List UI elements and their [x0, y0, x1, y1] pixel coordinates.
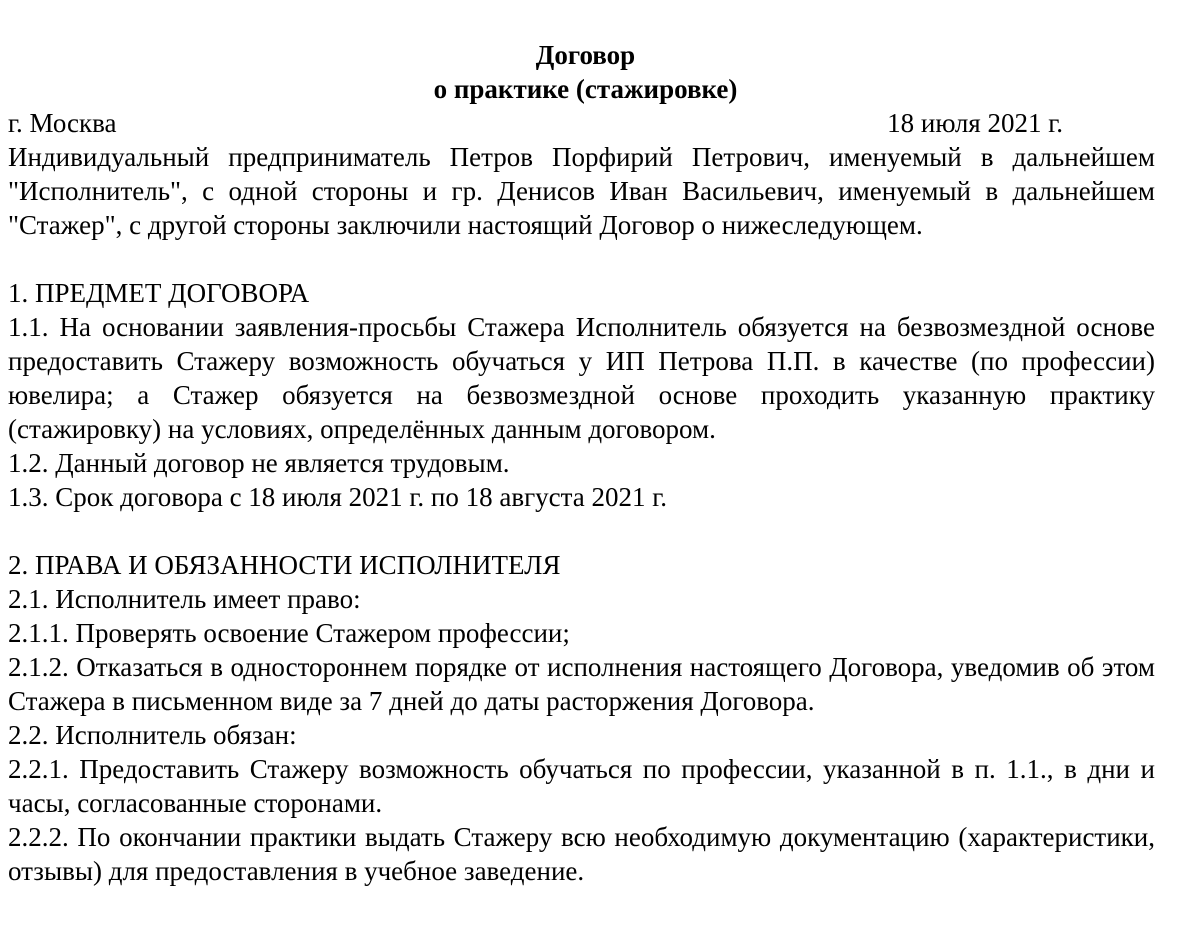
clause-2-2-2: 2.2.2. По окончании практики выдать Стажеру всю необходимую документацию (характеристики, отзывы) для предоставления в учебное заведение.	[8, 822, 1155, 886]
spacer	[8, 242, 1155, 276]
clause-2-2: 2.2. Исполнитель обязан:	[8, 720, 297, 750]
contract-date: 18 июля 2021 г.	[887, 108, 1063, 138]
preamble: Индивидуальный предприниматель Петров Порфирий Петрович, именуемый в дальнейшем "Исполнитель", с одной стороны и гр. Денисов Иван Васильевич, именуемый в дальнейшем "Стажер", с другой стороны заключили настоящий Договор о нижеследующем.	[8, 142, 1155, 240]
place-date-row	[8, 106, 1155, 140]
contract-document	[8, 38, 1155, 888]
clause-2-1-2: 2.1.2. Отказаться в одностороннем порядке от исполнения настоящего Договора, уведомив об этом Стажера в письменном виде за 7 дней до даты расторжения Договора.	[8, 652, 1155, 716]
clause-2-2-1: 2.2.1. Предоставить Стажеру возможность обучаться по профессии, указанной в п. 1.1., в дни и часы, согласованные сторонами.	[8, 754, 1155, 818]
document-title	[8, 38, 1155, 106]
title-line-1: Договор	[535, 40, 636, 70]
title-line-2: о практике (стажировке)	[433, 74, 738, 104]
section-2-heading: 2. ПРАВА И ОБЯЗАННОСТИ ИСПОЛНИТЕЛЯ	[8, 550, 561, 580]
spacer	[8, 514, 1155, 548]
clause-2-1-1: 2.1.1. Проверять освоение Стажером профессии;	[8, 618, 570, 648]
section-1-heading: 1. ПРЕДМЕТ ДОГОВОРА	[8, 278, 310, 308]
clause-1-2: 1.2. Данный договор не является трудовым.	[8, 448, 510, 478]
city: г. Москва	[8, 108, 117, 138]
clause-2-1: 2.1. Исполнитель имеет право:	[8, 584, 361, 614]
clause-1-1: 1.1. На основании заявления-просьбы Стажера Исполнитель обязуется на безвозмездной основе предоставить Стажеру возможность обучаться у ИП Петрова П.П. в качестве (по профессии) ювелира; а Стажер обязуется на безвозмездной основе проходить указанную практику (стажировку) на условиях, определённых данным договором.	[8, 312, 1155, 444]
clause-1-3: 1.3. Срок договора с 18 июля 2021 г. по 18 августа 2021 г.	[8, 482, 668, 512]
